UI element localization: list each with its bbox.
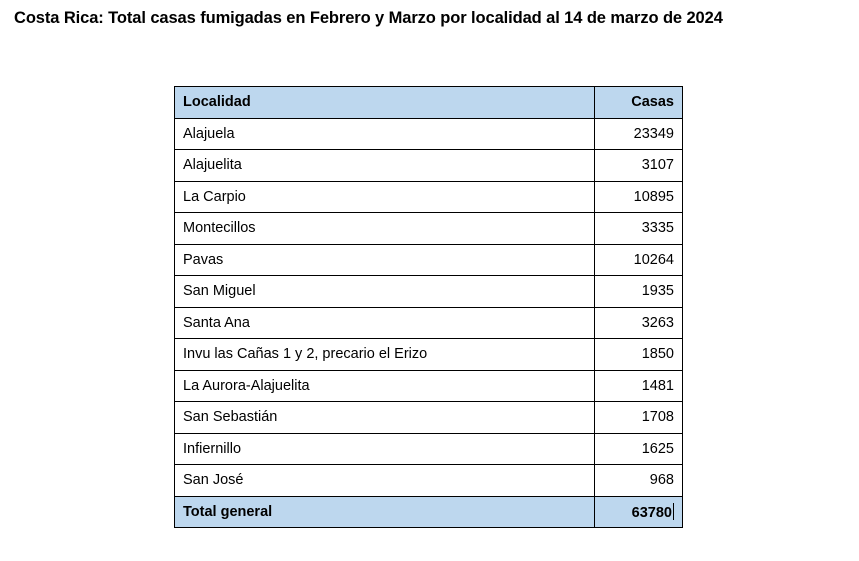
fumigation-table-container	[174, 86, 682, 528]
cell-houses: 1625	[595, 433, 683, 465]
cell-houses: 3263	[595, 307, 683, 339]
table-row	[175, 307, 683, 339]
table-header	[175, 87, 683, 119]
cell-locality: La Carpio	[175, 181, 595, 213]
total-label: Total general	[175, 496, 595, 528]
total-row	[175, 496, 683, 528]
cell-locality: Invu las Cañas 1 y 2, precario el Erizo	[175, 339, 595, 371]
table-body	[175, 118, 683, 496]
cell-houses: 10264	[595, 244, 683, 276]
cell-locality: Montecillos	[175, 213, 595, 245]
column-header-locality[interactable]: Localidad	[175, 87, 595, 119]
cell-houses: 1850	[595, 339, 683, 371]
cell-locality: San Miguel	[175, 276, 595, 308]
cell-locality: Infiernillo	[175, 433, 595, 465]
fumigation-table	[174, 86, 683, 528]
table-row	[175, 465, 683, 497]
table-footer	[175, 496, 683, 528]
table-row	[175, 402, 683, 434]
cell-houses: 23349	[595, 118, 683, 150]
table-row	[175, 339, 683, 371]
cell-locality: La Aurora-Alajuelita	[175, 370, 595, 402]
total-houses-cell[interactable]	[595, 496, 683, 528]
cell-locality: San José	[175, 465, 595, 497]
table-row	[175, 244, 683, 276]
cell-locality: Alajuelita	[175, 150, 595, 182]
table-header-row	[175, 87, 683, 119]
cell-houses: 3335	[595, 213, 683, 245]
text-cursor	[673, 503, 674, 520]
table-row	[175, 433, 683, 465]
table-row	[175, 150, 683, 182]
table-row	[175, 213, 683, 245]
cell-locality: Santa Ana	[175, 307, 595, 339]
cell-houses: 968	[595, 465, 683, 497]
table-row	[175, 118, 683, 150]
cell-houses: 3107	[595, 150, 683, 182]
page-title: Costa Rica: Total casas fumigadas en Febrero y Marzo por localidad al 14 de marzo de 2024	[14, 9, 723, 27]
table-row	[175, 276, 683, 308]
cell-locality: San Sebastián	[175, 402, 595, 434]
cell-houses: 10895	[595, 181, 683, 213]
table-row	[175, 181, 683, 213]
total-houses-value: 63780	[631, 504, 672, 521]
column-header-houses[interactable]: Casas	[595, 87, 683, 119]
cell-houses: 1481	[595, 370, 683, 402]
cell-locality: Alajuela	[175, 118, 595, 150]
cell-houses: 1708	[595, 402, 683, 434]
cell-locality: Pavas	[175, 244, 595, 276]
table-row	[175, 370, 683, 402]
cell-houses: 1935	[595, 276, 683, 308]
